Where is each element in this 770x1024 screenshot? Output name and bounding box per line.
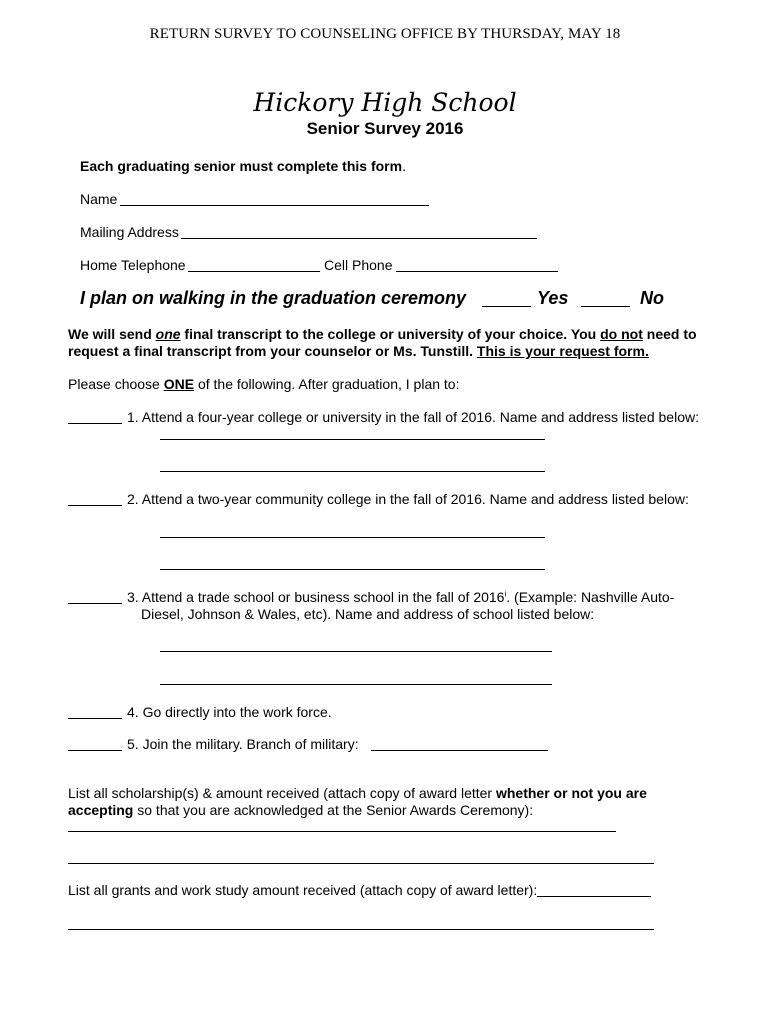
mailing-address-field[interactable] (181, 238, 537, 239)
home-telephone-label: Home Telephone (80, 257, 186, 273)
option-1-checkbox-blank[interactable] (68, 423, 122, 424)
option-1-address-field[interactable] (160, 471, 545, 472)
walk-yes-blank[interactable] (482, 306, 531, 307)
option-3-text-b: . (Example: Nashville Auto- (506, 589, 675, 605)
complete-notice-text: Each graduating senior must complete this form (80, 158, 403, 174)
option-2-address-field[interactable] (160, 569, 545, 570)
form-title: Senior Survey 2016 (306, 119, 464, 138)
choose-suffix: of the following. After graduation, I plan to: (194, 376, 460, 392)
option-1-name-field[interactable] (160, 439, 545, 440)
option-1-label: 1. Attend a four-year college or university in the fall of 2016. Name and address listed below: (127, 409, 699, 425)
transcript-request-form: This is your request form. (476, 343, 649, 359)
walk-yes-label: Yes (537, 288, 569, 308)
option-3-checkbox-blank[interactable] (68, 603, 122, 604)
option-3-label-line-1 (127, 589, 674, 605)
return-notice: RETURN SURVEY TO COUNSELING OFFICE BY THURSDAY, MAY 18 (149, 26, 621, 42)
option-4-checkbox-blank[interactable] (68, 718, 122, 719)
transcript-do-not: do not (600, 326, 643, 342)
option-5-label: 5. Join the military. Branch of military: (127, 736, 359, 752)
grants-field-inline[interactable] (537, 896, 651, 897)
cell-phone-field[interactable] (396, 271, 558, 272)
complete-notice-period: . (402, 158, 406, 174)
transcript-text-2a: request a final transcript from your counselor or Ms. Tunstill. (68, 343, 477, 359)
scholarships-text-2-bold: accepting (68, 802, 134, 818)
transcript-line-1 (68, 326, 697, 342)
military-branch-field[interactable] (371, 750, 548, 751)
option-2-name-field[interactable] (160, 537, 545, 538)
scholarships-field-1[interactable] (68, 831, 616, 832)
transcript-text-1c: need to (642, 326, 697, 342)
walk-no-blank[interactable] (581, 306, 630, 307)
grants-label: List all grants and work study amount received (attach copy of award letter): (68, 882, 538, 898)
mailing-address-label: Mailing Address (80, 224, 179, 240)
option-3-footnote-mark: i (504, 589, 507, 599)
name-field[interactable] (120, 205, 429, 206)
scholarships-instruction-line-1 (68, 785, 647, 801)
scholarships-text-1-bold: whether or not you are (495, 785, 647, 801)
home-telephone-field[interactable] (188, 271, 320, 272)
scholarships-instruction-line-2 (68, 802, 533, 818)
scholarships-text-2b: so that you are acknowledged at the Senior Awards Ceremony): (133, 802, 534, 818)
option-2-checkbox-blank[interactable] (68, 505, 122, 506)
scholarships-field-2[interactable] (68, 863, 654, 864)
option-3-label-line-2: Diesel, Johnson & Wales, etc). Name and address of school listed below: (141, 606, 595, 622)
name-label: Name (80, 191, 118, 207)
grants-field-2[interactable] (68, 929, 654, 930)
choose-one-emphasis: ONE (163, 376, 195, 392)
graduation-walk-statement: I plan on walking in the graduation ceremony (80, 288, 467, 308)
school-name: Hickory High School (253, 88, 517, 117)
option-2-label: 2. Attend a two-year community college in the fall of 2016. Name and address listed below: (127, 491, 689, 507)
option-4-label: 4. Go directly into the work force. (127, 704, 332, 720)
transcript-text-1b: final transcript to the college or university of your choice. You (180, 326, 601, 342)
option-5-checkbox-blank[interactable] (68, 750, 122, 751)
option-3-address-field[interactable] (160, 684, 552, 685)
transcript-line-2 (68, 343, 649, 359)
option-3-text-a: 3. Attend a trade school or business school in the fall of 2016 (127, 589, 505, 605)
transcript-text-1a: We will send (68, 326, 156, 342)
choose-prefix: Please choose (68, 376, 164, 392)
cell-phone-label: Cell Phone (324, 257, 393, 273)
choose-one-instruction (68, 376, 459, 392)
option-3-name-field[interactable] (160, 651, 552, 652)
walk-no-label: No (640, 288, 664, 308)
scholarships-text-1a: List all scholarship(s) & amount received (attach copy of award letter (68, 785, 496, 801)
transcript-one: one (155, 326, 181, 342)
complete-notice (80, 158, 406, 174)
